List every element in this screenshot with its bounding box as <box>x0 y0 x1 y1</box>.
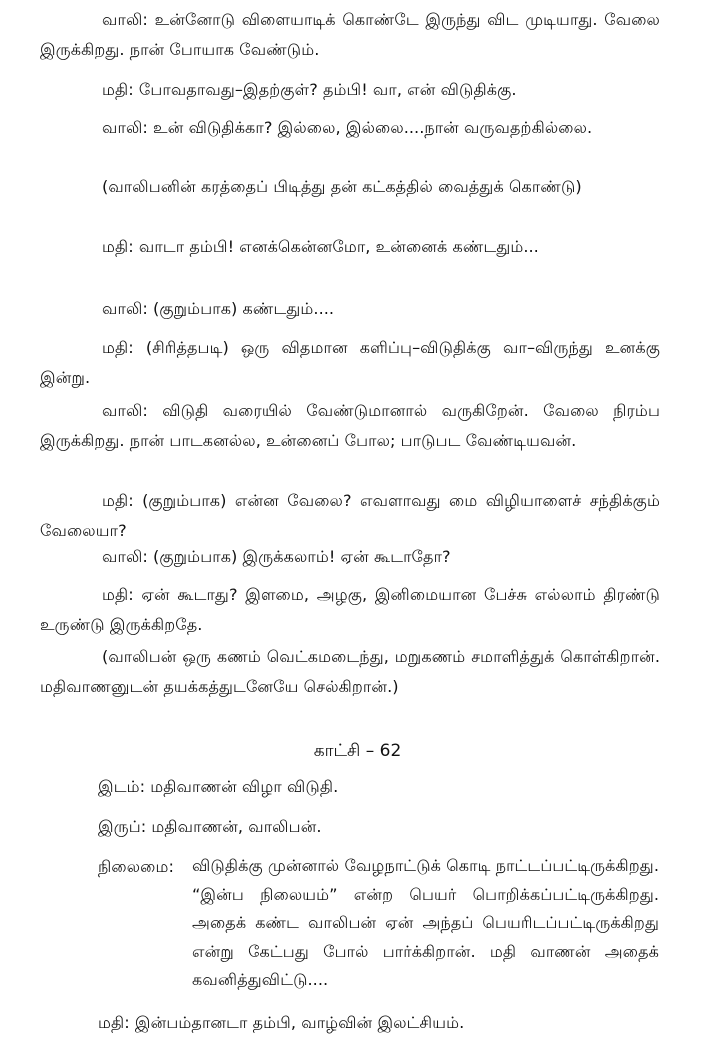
dialogue-paragraph: வாலி: (குறும்பாக) இருக்கலாம்! ஏன் கூடாதோ? <box>102 547 451 566</box>
dialogue-paragraph: மதி: (சிரித்தபடி) ஒரு விதமான களிப்பு–விடுதிக்கு வா–விருந்து உனக்கு இன்று. <box>40 338 660 387</box>
dialogue-paragraph: வாலி: உன்னோடு விளையாடிக் கொண்டே இருந்து விட முடியாது. வேலை இருக்கிறது. நான் போயாக வேண்டும். <box>40 10 660 59</box>
situation-description: விடுதிக்கு முன்னால் வேழநாட்டுக் கொடி நாட்டப்பட்டிருக்கிறது. “இன்ப நிலையம்” என்ற பெயர் பொறிக்கப்பட்டிருக்கிறது. அதைக் கண்ட வாலிபன் ஏன் அந்தப் பெயரிடப்பட்டிருக்கிறது என்று கேட்பது போல் பார்க்கிறான். மதி வாணன் அதைக் கவனித்துவிட்டு.... <box>192 856 659 990</box>
stage-direction: (வாலிபனின் கரத்தைப் பிடித்து தன் கட்கத்தில் வைத்துக் கொண்டு) <box>102 177 582 196</box>
scene-characters: இருப்: மதிவாணன், வாலிபன். <box>98 817 322 836</box>
dialogue-paragraph: மதி: (குறும்பாக) என்ன வேலை? எவளாவது மை விழியாளைச் சந்திக்கும் வேலையா? <box>40 491 660 540</box>
dialogue-paragraph: வாலி: (குறும்பாக) கண்டதும்.... <box>102 299 334 318</box>
dialogue-paragraph: மதி: ஏன் கூடாது? இளமை, அழகு, இனிமையான பேச்சு எல்லாம் திரண்டு உருண்டு இருக்கிறதே. <box>40 585 660 634</box>
scene-place: இடம்: மதிவாணன் விழா விடுதி. <box>98 777 339 796</box>
dialogue-paragraph: மதி: இன்பம்தானடா தம்பி, வாழ்வின் இலட்சியம். <box>98 1013 465 1032</box>
stage-direction: (வாலிபன் ஒரு கணம் வெட்கமடைந்து, மறுகணம் சமாளித்துக் கொள்கிறான். மதிவாணனுடன் தயக்கத்துடனேயே செல்கிறான்.) <box>40 647 660 696</box>
situation-label: நிலைமை: <box>98 857 174 876</box>
dialogue-paragraph: வாலி: உன் விடுதிக்கா? இல்லை, இல்லை....நான் வருவதற்கில்லை. <box>102 118 593 137</box>
dialogue-paragraph: மதி: போவதாவது–இதற்குள்? தம்பி! வா, என் விடுதிக்கு. <box>102 80 517 99</box>
dialogue-paragraph: மதி: வாடா தம்பி! எனக்கென்னமோ, உன்னைக் கண்டதும்... <box>102 237 539 256</box>
scene-heading: காட்சி – 62 <box>313 741 402 761</box>
dialogue-paragraph: வாலி: விடுதி வரையில் வேண்டுமானால் வருகிறேன். வேலை நிரம்ப இருக்கிறது. நான் பாடகனல்ல, உன்னைப் போல; பாடுபட வேண்டியவன். <box>40 401 660 450</box>
